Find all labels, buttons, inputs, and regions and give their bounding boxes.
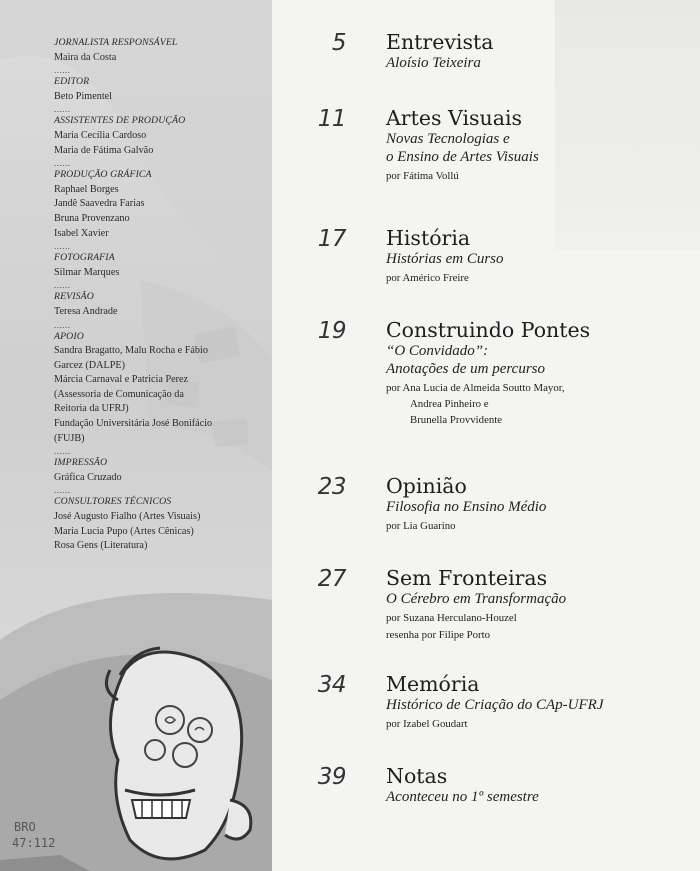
credit-separator: ...... (54, 158, 71, 169)
credit-role: CONSULTORES TÉCNICOS (54, 496, 172, 508)
credit-group (54, 330, 264, 447)
toc-section-title: Notas (386, 764, 448, 788)
credit-separator: ...... (54, 65, 71, 76)
credit-role: IMPRESSÃO (54, 457, 108, 469)
toc-author: por Lia Guarino (386, 520, 456, 532)
toc-section-title: Entrevista (386, 30, 494, 54)
toc-author: por Izabel Goudart (386, 718, 468, 730)
credits-list (54, 36, 264, 554)
credit-role: JORNALISTA RESPONSÁVEL (54, 37, 178, 48)
credit-name: Beto Pimentel (54, 90, 113, 102)
toc-subtitle: Anotações de um percurso (386, 361, 545, 377)
sidebar-art-text-2: 47:112 (12, 836, 56, 850)
toc-entry-body (386, 30, 686, 72)
toc-subtitle: Novas Tecnologias e (386, 131, 510, 147)
toc-page-number: 17 (317, 226, 346, 252)
credit-separator: ...... (54, 319, 71, 330)
credit-name: Jandê Saavedra Farias (54, 198, 145, 210)
toc-page-number: 39 (317, 764, 346, 790)
toc-section-title: Construindo Pontes (386, 318, 591, 342)
toc-subtitle: O Cérebro em Transformação (386, 591, 567, 607)
toc-subtitle: Histórias em Curso (386, 251, 504, 267)
toc-section-title: Opinião (386, 474, 467, 498)
toc-section-title: Sem Fronteiras (386, 566, 548, 590)
credit-group (54, 168, 264, 241)
credits-sidebar (0, 0, 272, 871)
toc-section-title: Memória (386, 672, 480, 696)
credit-name: Sandra Bragatto, Malu Rocha e Fábio (54, 345, 208, 357)
toc-entry-body (386, 764, 686, 806)
credit-separator: ...... (54, 446, 71, 457)
credit-role: APOIO (54, 330, 84, 342)
toc-page-number: 27 (317, 566, 346, 592)
credit-role: EDITOR (54, 76, 90, 88)
credit-separator: ...... (54, 280, 71, 291)
toc-author: resenha por Filipe Porto (386, 629, 491, 641)
toc-author: por Américo Freire (386, 272, 469, 284)
credit-name: Maria de Fátima Galvão (54, 144, 154, 156)
toc-page-number: 11 (317, 106, 346, 132)
toc-entry-body (386, 106, 686, 183)
credit-name: Silmar Marques (54, 266, 120, 278)
toc-page-number: 23 (317, 474, 346, 500)
table-of-contents (300, 0, 680, 871)
toc-author: por Suzana Herculano-Houzel (386, 612, 517, 624)
credit-separator: ...... (54, 241, 71, 252)
credit-role: REVISÃO (54, 291, 94, 303)
toc-author: por Ana Lucia de Almeida Soutto Mayor, (386, 382, 565, 394)
toc-entry-body (386, 318, 686, 427)
toc-entry-body (386, 226, 686, 285)
credit-name: Bruna Provenzano (54, 212, 130, 224)
toc-page-number: 34 (317, 672, 346, 698)
credit-name: Fundação Universitária José Bonifácio (54, 418, 213, 430)
credit-role: ASSISTENTES DE PRODUÇÃO (54, 115, 186, 127)
toc-author: Brunella Provvidente (410, 414, 503, 426)
credit-group (54, 251, 264, 280)
toc-subtitle: Aconteceu no 1º semestre (386, 789, 539, 805)
credit-name: (Assessoria de Comunicação da (54, 388, 184, 400)
credit-role: PRODUÇÃO GRÁFICA (54, 169, 152, 181)
credit-name: Isabel Xavier (54, 227, 109, 239)
credit-name: Raphael Borges (54, 183, 119, 195)
credit-name: Reitoria da UFRJ) (54, 403, 129, 415)
toc-subtitle: o Ensino de Artes Visuais (386, 149, 539, 165)
toc-author: por Fátima Vollú (386, 170, 459, 182)
credit-name: Maria Cecília Cardoso (54, 129, 147, 141)
credit-name: Teresa Andrade (54, 305, 118, 317)
toc-subtitle: Filosofia no Ensino Médio (386, 499, 547, 515)
credit-name: José Augusto Fialho (Artes Visuais) (54, 511, 201, 523)
credit-separator: ...... (54, 104, 71, 115)
credit-name: Márcia Carnaval e Patricia Perez (54, 374, 189, 386)
credit-separator: ...... (54, 485, 71, 496)
credit-group (54, 75, 264, 104)
toc-page-number: 5 (331, 30, 346, 56)
credit-name: Maria Lucia Pupo (Artes Cênicas) (54, 525, 194, 537)
credit-name: Maira da Costa (54, 51, 117, 63)
credit-group (54, 290, 264, 319)
toc-page-number: 19 (317, 318, 346, 344)
credit-name: (FUJB) (54, 432, 85, 444)
credit-name: Garcez (DALPE) (54, 359, 125, 371)
toc-subtitle: “O Convidado”: (386, 343, 489, 359)
credit-name: Gráfica Cruzado (54, 471, 122, 483)
toc-entry-body (386, 672, 686, 731)
toc-subtitle: Histórico de Criação do CAp-UFRJ (386, 697, 604, 713)
toc-section-title: História (386, 226, 471, 250)
toc-section-title: Artes Visuais (386, 106, 523, 130)
credit-role: FOTOGRAFIA (54, 252, 115, 264)
sidebar-art-text-1: BRO (14, 820, 36, 834)
credit-group (54, 456, 264, 485)
toc-subtitle: Aloísio Teixeira (386, 55, 481, 71)
credit-group (54, 114, 264, 158)
toc-author: Andrea Pinheiro e (410, 398, 489, 410)
toc-entry-body (386, 566, 686, 642)
credit-group (54, 36, 264, 65)
credit-group (54, 495, 264, 553)
credit-name: Rosa Gens (Literatura) (54, 540, 148, 552)
toc-entry-body (386, 474, 686, 533)
